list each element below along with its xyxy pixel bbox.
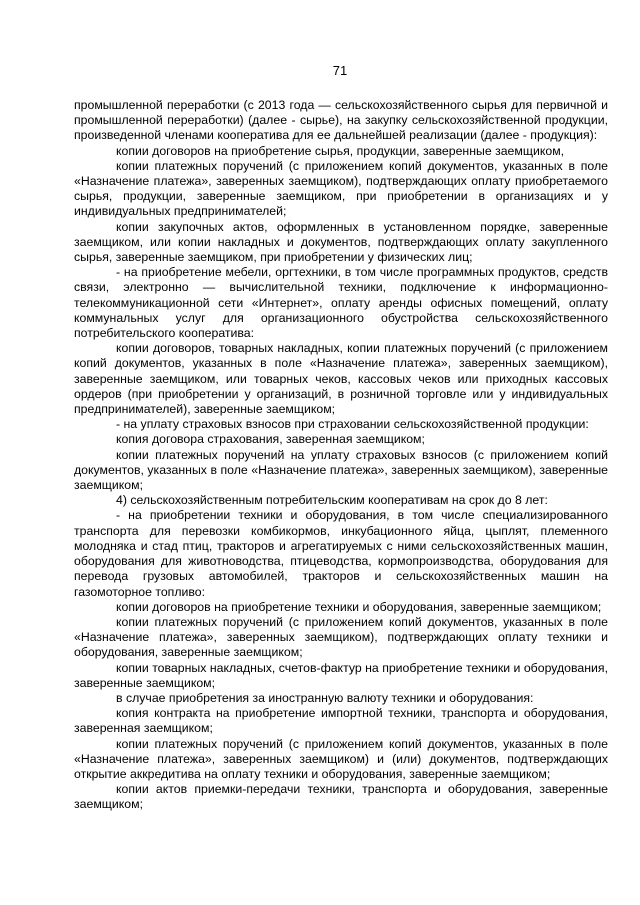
paragraph: копии товарных накладных, счетов-фактур на приобретение техники и оборудования, заверенные заемщиком;	[74, 660, 608, 690]
paragraph: копия контракта на приобретение импортной техники, транспорта и оборудования, заверенная заемщиком;	[74, 706, 608, 736]
paragraph: копии закупочных актов, оформленных в установленном порядке, заверенные заемщиком, или копии накладных и документов, подтверждающих оплату закупленного сырья, заверенные заемщиком, при приобретении у физических лиц;	[74, 219, 608, 265]
paragraph: копия договора страхования, заверенная заемщиком;	[116, 432, 425, 447]
paragraph: копии платежных поручений (с приложением копий документов, указанных в поле «Назначение платежа», заверенных заемщиком) и (или) документов, подтверждающих открытие аккредитива на оплату техники и оборудования, заверенные заемщиком;	[74, 736, 608, 781]
paragraph: - на уплату страховых взносов при страховании сельскохозяйственной продукции:	[116, 417, 589, 432]
paragraph: копии платежных поручений (с приложением копий документов, указанных в поле «Назначение платежа», заверенных заемщиком), подтверждающих оплату приобретаемого сырья, продукции, заверенные заемщиком, при приобретении в организациях и у индивидуальных предпринимателей;	[74, 158, 608, 219]
paragraph: 4) сельскохозяйственным потребительским кооперативам на срок до 8 лет:	[116, 493, 548, 508]
paragraph: промышленной переработки (с 2013 года — сельскохозяйственного сырья для первичной и промышленной переработки) (далее - сырье), на закупку сельскохозяйственной продукции, произведенной членами кооператива для ее дальнейшей реализации (далее - продукция):	[74, 98, 608, 143]
paragraph: копии платежных поручений (с приложением копий документов, указанных в поле «Назначение платежа», заверенных заемщиком), подтверждающих оплату техники и оборудования, заверенные заемщиком;	[74, 614, 608, 660]
paragraph: - на приобретение мебели, оргтехники, в том числе программных продуктов, средств связи, электронно — вычислительной техники, подключение к информационно-телекоммуникационной сети «Интернет», оплату аренды офисных помещений, оплату коммунальных услуг для организационного обустройства сельскохозяйственного потребительского кооператива:	[74, 265, 608, 341]
paragraph: - на приобретении техники и оборудования, в том числе специализированного транспорта для перевозки комбикормов, инкубационного яйца, цыплят, племенного молодняка и стад птиц, тракторов и агрегатируемых с ними сельскохозяйственных машин, оборудования для животноводства, птицеводства, кормопроизводства, оборудования для перевода грузовых автомобилей, тракторов и сельскохозяйственных машин на газомоторное топливо:	[74, 508, 608, 599]
paragraph: копии платежных поручений на уплату страховых взносов (с приложением копий документов, указанных в поле «Назначение платежа», заверенных заемщиком), заверенные заемщиком;	[74, 447, 608, 493]
paragraph: копии актов приемки-передачи техники, транспорта и оборудования, заверенные заемщиком;	[74, 782, 608, 812]
paragraph: копии договоров на приобретение техники и оборудования, заверенные заемщиком;	[116, 599, 602, 614]
paragraph: копии договоров, товарных накладных, копии платежных поручений (с приложением копий документов, указанных в поле «Назначение платежа», заверенных заемщиком), заверенные заемщиком, или товарных чеков, кассовых чеков или приходных кассовых ордеров (при приобретении у организаций, в розничной торговле или у индивидуальных предпринимателей), заверенные заемщиком;	[74, 341, 608, 417]
paragraph: копии договоров на приобретение сырья, продукции, заверенные заемщиком,	[116, 143, 565, 158]
page-number: 71	[332, 63, 348, 78]
paragraph: в случае приобретения за иностранную валюту техники и оборудования:	[116, 690, 534, 705]
document-body	[74, 98, 608, 813]
